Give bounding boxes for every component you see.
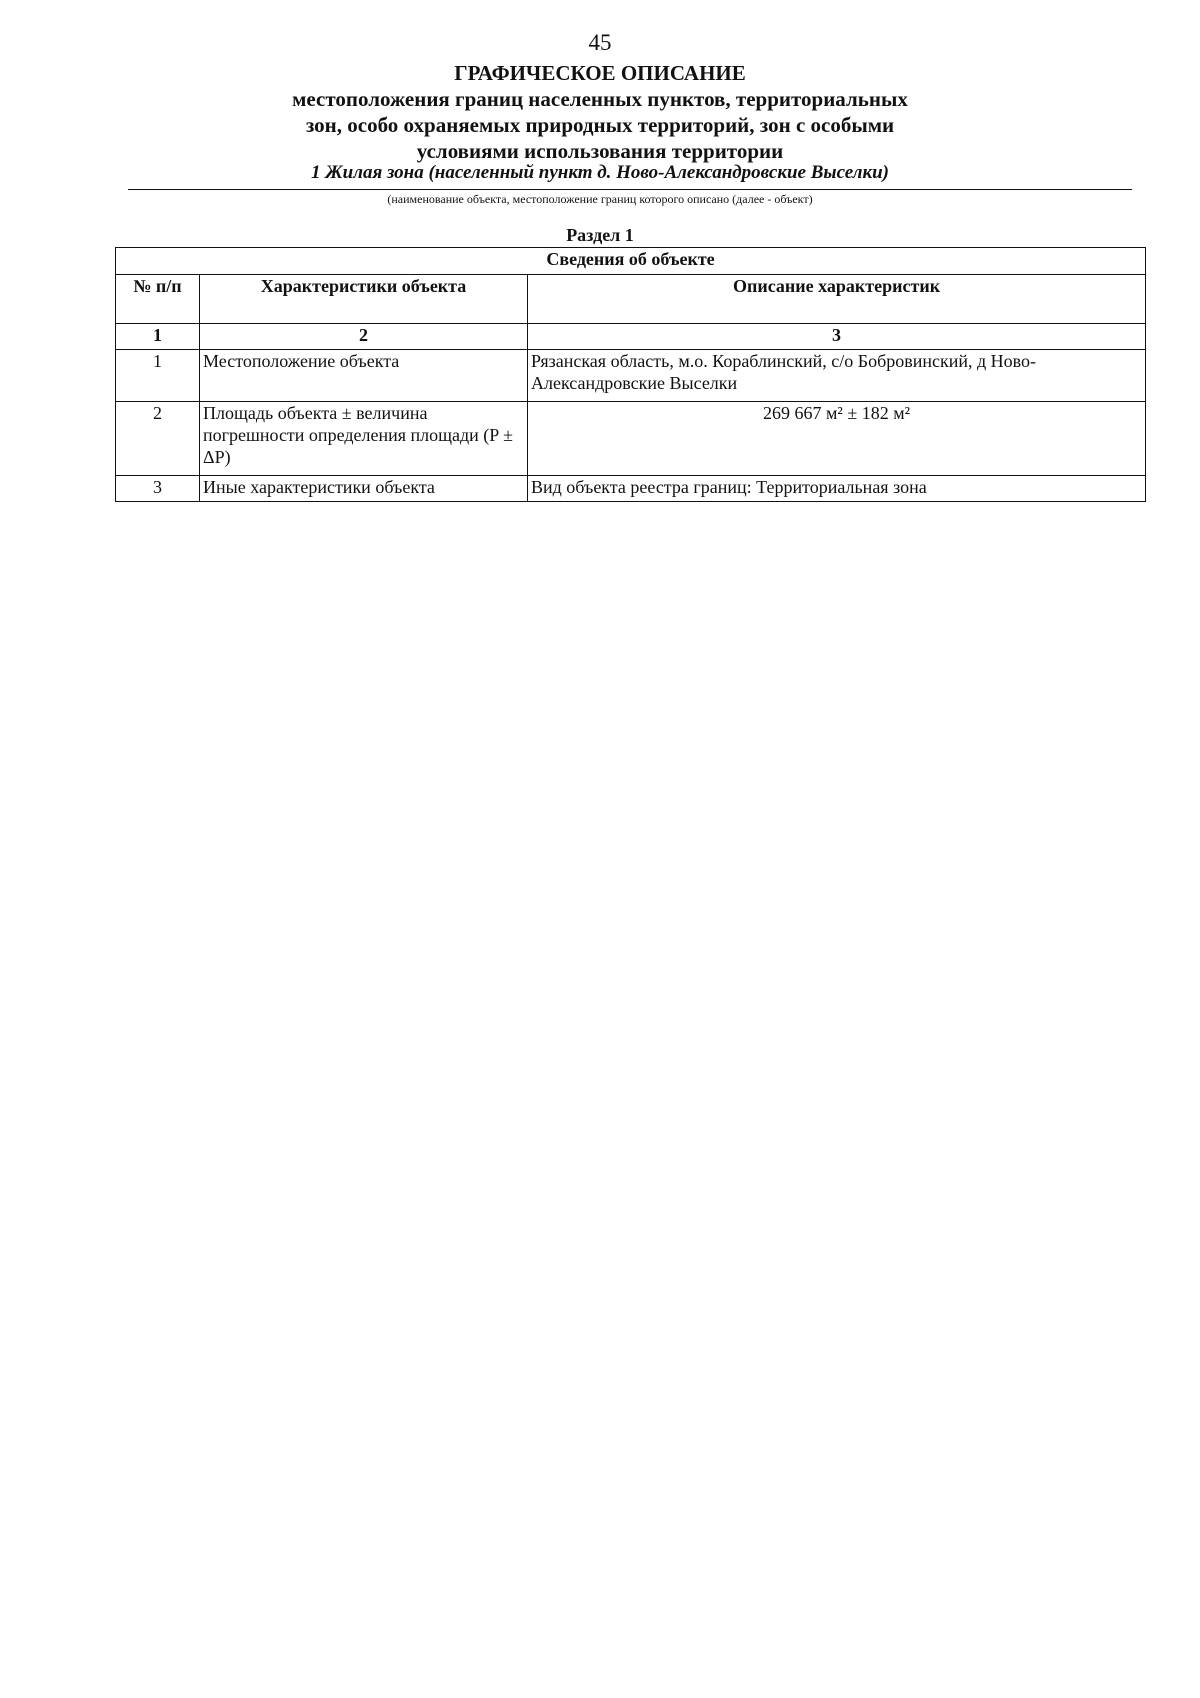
title-line-3: зон, особо охраняемых природных территорий, зон с особыми (305, 113, 895, 137)
title-line-4: условиями использования территории (416, 139, 784, 163)
row-number: 3 (116, 476, 200, 502)
document-title (0, 60, 1200, 164)
object-caption: (наименование объекта, местоположение границ которого описано (далее - объект) (387, 192, 813, 206)
table-row (116, 402, 1146, 476)
column-number-3: 3 (528, 324, 1146, 350)
section-title: Раздел 1 (566, 225, 634, 245)
table-caption-row (116, 248, 1146, 275)
row-description: 269 667 м² ± 182 м² (528, 402, 1146, 476)
page-number: 45 (588, 30, 612, 55)
table-caption: Сведения об объекте (116, 248, 1146, 275)
title-line-2: местоположения границ населенных пунктов, территориальных (292, 87, 908, 111)
object-info-table (115, 247, 1146, 502)
row-characteristic: Иные характеристики объекта (200, 476, 528, 502)
row-description: Рязанская область, м.о. Кораблинский, с/о Бобровинский, д Ново-Александровские Выселки (528, 350, 1146, 402)
row-characteristic: Местоположение объекта (200, 350, 528, 402)
header-description: Описание характеристик (528, 275, 1146, 324)
column-number-row (116, 324, 1146, 350)
column-number-1: 1 (116, 324, 200, 350)
table-row (116, 350, 1146, 402)
object-name: 1 Жилая зона (населенный пункт д. Ново-Александровские Выселки) (310, 162, 890, 183)
row-characteristic: Площадь объекта ± величина погрешности определения площади (P ± ΔP) (200, 402, 528, 476)
row-description: Вид объекта реестра границ: Территориальная зона (528, 476, 1146, 502)
header-number: № п/п (116, 275, 200, 324)
header-characteristic: Характеристики объекта (200, 275, 528, 324)
title-line-1: ГРАФИЧЕСКОЕ ОПИСАНИЕ (454, 61, 746, 85)
row-number: 2 (116, 402, 200, 476)
object-name-underline (128, 189, 1132, 190)
row-number: 1 (116, 350, 200, 402)
table-row (116, 476, 1146, 502)
table-header-row (116, 275, 1146, 324)
column-number-2: 2 (200, 324, 528, 350)
